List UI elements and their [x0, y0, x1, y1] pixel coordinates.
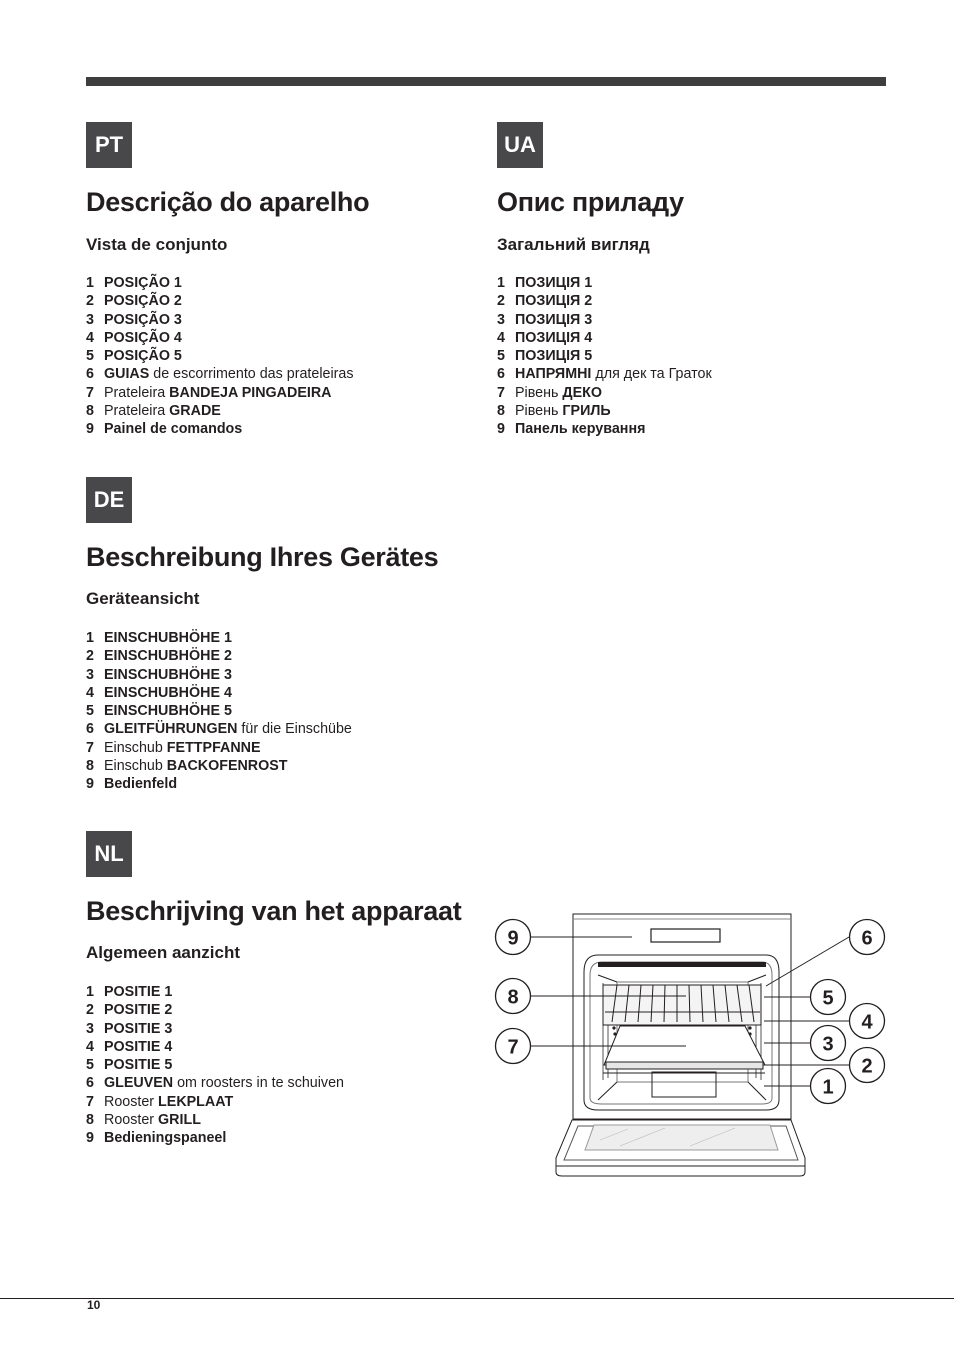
list-item — [86, 720, 352, 738]
list-item — [86, 365, 354, 383]
section-title-pt: Descrição do aparelho — [86, 187, 370, 217]
list-item — [86, 775, 352, 793]
item-number: 5 — [497, 348, 505, 364]
section-title-ua: Опис приладу — [497, 187, 684, 217]
top-rule — [86, 77, 886, 86]
item-list-ua — [497, 274, 712, 438]
item-label-bold: POSITIE 2 — [104, 1002, 173, 1019]
list-item — [497, 384, 712, 402]
item-number: 6 — [497, 366, 505, 383]
list-item — [86, 274, 354, 292]
item-number: 4 — [497, 329, 505, 346]
oven-diagram — [490, 905, 890, 1185]
item-label-bold: ПОЗИЦІЯ 1 — [515, 275, 593, 291]
item-label-bold: ПОЗИЦІЯ 5 — [515, 348, 593, 364]
item-number: 9 — [497, 421, 505, 437]
item-label-bold: ПОЗИЦІЯ 2 — [515, 293, 593, 310]
bottom-rule — [0, 1298, 954, 1299]
item-label-bold: POSITIE 1 — [104, 984, 173, 1000]
item-number: 2 — [86, 1002, 94, 1019]
item-label-bold: POSITIE 5 — [104, 1057, 173, 1073]
item-label-bold: ГРИЛЬ — [562, 402, 611, 419]
item-number: 8 — [86, 1111, 94, 1128]
item-label-bold: EINSCHUBHÖHE 2 — [104, 648, 232, 665]
item-number: 2 — [86, 648, 94, 665]
item-label-bold: GRILL — [158, 1111, 201, 1128]
callout-label-2: 2 — [861, 1055, 873, 1078]
language-badge-de: DE — [86, 477, 132, 523]
item-number: 3 — [86, 666, 94, 683]
item-number: 8 — [497, 402, 505, 419]
list-item — [86, 329, 354, 347]
item-number: 6 — [86, 1075, 94, 1092]
item-label-bold: POSIÇÃO 1 — [104, 275, 182, 291]
item-label-bold: НАПРЯМНІ — [515, 366, 592, 383]
item-number: 3 — [86, 311, 94, 328]
item-number: 8 — [86, 757, 94, 774]
callout-label-8: 8 — [507, 986, 519, 1009]
list-item — [86, 1001, 344, 1019]
item-label-bold: ДЕКО — [562, 384, 602, 401]
item-list-nl — [86, 983, 344, 1147]
item-prefix: Rooster — [104, 1111, 159, 1128]
item-prefix: Рівень — [515, 402, 563, 419]
list-item — [497, 292, 712, 310]
language-badge-ua: UA — [497, 122, 543, 168]
list-item — [497, 347, 712, 365]
list-item — [86, 1056, 344, 1074]
list-item — [86, 292, 354, 310]
list-item — [86, 384, 354, 402]
item-label-bold: POSIÇÃO 4 — [104, 329, 182, 346]
section-subtitle-pt: Vista de conjunto — [86, 235, 228, 254]
list-item — [86, 311, 354, 329]
item-prefix: Einschub — [104, 739, 167, 756]
item-label-bold: Панель керування — [515, 421, 646, 437]
item-number: 4 — [86, 684, 94, 701]
list-item — [86, 666, 352, 684]
list-item — [86, 347, 354, 365]
item-number: 3 — [497, 311, 505, 328]
item-label-rest: de escorrimento das prateleiras — [149, 366, 354, 383]
list-item — [497, 420, 712, 438]
item-label-bold: GRADE — [169, 402, 221, 419]
item-label-bold: FETTPFANNE — [166, 739, 261, 756]
item-label-bold: GLEUVEN — [104, 1075, 174, 1092]
item-label-bold: EINSCHUBHÖHE 5 — [104, 703, 232, 719]
item-number: 6 — [86, 366, 94, 383]
item-number: 8 — [86, 402, 94, 419]
page-number: 10 — [87, 1298, 101, 1312]
item-prefix: Rooster — [104, 1093, 159, 1110]
language-badge-nl: NL — [86, 831, 132, 877]
item-label-bold: EINSCHUBHÖHE 1 — [104, 630, 232, 646]
list-item — [497, 365, 712, 383]
item-number: 9 — [86, 776, 94, 792]
item-label-bold: POSITIE 3 — [104, 1020, 173, 1037]
language-badge-pt: PT — [86, 122, 132, 168]
item-label-rest: для дек та Граток — [591, 366, 712, 383]
item-number: 7 — [497, 384, 505, 401]
item-number: 5 — [86, 348, 94, 364]
item-number: 7 — [86, 384, 94, 401]
list-item — [86, 402, 354, 420]
grill-rack — [603, 985, 761, 1025]
item-label-bold: GUIAS — [104, 366, 150, 383]
item-number: 7 — [86, 1093, 94, 1110]
callout-label-7: 7 — [507, 1036, 519, 1059]
list-item — [86, 757, 352, 775]
item-label-bold: EINSCHUBHÖHE 4 — [104, 684, 232, 701]
item-number: 1 — [86, 630, 94, 646]
callout-label-5: 5 — [822, 987, 834, 1010]
item-label-bold: Painel de comandos — [104, 421, 243, 437]
list-item — [86, 1038, 344, 1056]
item-number: 9 — [86, 421, 94, 437]
item-number: 6 — [86, 721, 94, 738]
list-item — [86, 1111, 344, 1129]
item-prefix: Prateleira — [104, 402, 170, 419]
item-number: 2 — [86, 293, 94, 310]
item-prefix: Рівень — [515, 384, 563, 401]
list-item — [86, 702, 352, 720]
item-label-rest: für die Einschübe — [237, 721, 352, 738]
list-item — [86, 1129, 344, 1147]
callout-label-6: 6 — [861, 927, 873, 950]
list-item — [86, 629, 352, 647]
item-label-bold: LEKPLAAT — [158, 1093, 234, 1110]
item-number: 1 — [497, 275, 505, 291]
list-item — [86, 684, 352, 702]
item-label-bold: GLEITFÜHRUNGEN — [104, 721, 238, 738]
list-item — [497, 311, 712, 329]
section-title-nl: Beschrijving van het apparaat — [86, 896, 462, 926]
item-prefix: Prateleira — [104, 384, 170, 401]
oven-door — [556, 1120, 805, 1176]
item-label-bold: POSIÇÃO 3 — [104, 311, 182, 328]
item-label-bold: BANDEJA PINGADEIRA — [169, 384, 332, 401]
item-list-pt — [86, 274, 354, 438]
list-item — [497, 402, 712, 420]
item-label-bold: POSIÇÃO 5 — [104, 348, 182, 364]
item-label-bold: Bedieningspaneel — [104, 1130, 227, 1146]
list-item — [86, 739, 352, 757]
list-item — [86, 420, 354, 438]
item-number: 1 — [86, 984, 94, 1000]
item-label-bold: ПОЗИЦІЯ 3 — [515, 311, 593, 328]
item-label-bold: POSIÇÃO 2 — [104, 293, 182, 310]
item-label-rest: om roosters in te schuiven — [173, 1075, 344, 1092]
item-label-bold: EINSCHUBHÖHE 3 — [104, 666, 232, 683]
drip-tray — [603, 1026, 765, 1073]
item-list-de — [86, 629, 352, 793]
item-prefix: Einschub — [104, 757, 167, 774]
section-subtitle-nl: Algemeen aanzicht — [86, 943, 240, 962]
item-number: 9 — [86, 1130, 94, 1146]
section-title-de: Beschreibung Ihres Gerätes — [86, 542, 439, 572]
section-subtitle-ua: Загальний вигляд — [497, 235, 650, 254]
item-number: 1 — [86, 275, 94, 291]
section-subtitle-de: Geräteansicht — [86, 589, 200, 608]
item-number: 4 — [86, 329, 94, 346]
callout-label-9: 9 — [507, 927, 519, 950]
item-number: 7 — [86, 739, 94, 756]
list-item — [86, 1074, 344, 1092]
item-label-bold: BACKOFENROST — [166, 757, 288, 774]
item-number: 5 — [86, 703, 94, 719]
list-item — [86, 1020, 344, 1038]
item-number: 3 — [86, 1020, 94, 1037]
control-panel-display — [651, 929, 720, 942]
callout-label-3: 3 — [822, 1033, 834, 1056]
callout-label-4: 4 — [861, 1011, 873, 1034]
item-number: 2 — [497, 293, 505, 310]
item-label-bold: Bedienfeld — [104, 776, 178, 792]
item-label-bold: POSITIE 4 — [104, 1038, 173, 1055]
item-number: 5 — [86, 1057, 94, 1073]
list-item — [497, 329, 712, 347]
list-item — [86, 1093, 344, 1111]
callout-label-1: 1 — [822, 1076, 834, 1099]
list-item — [86, 983, 344, 1001]
item-label-bold: ПОЗИЦІЯ 4 — [515, 329, 593, 346]
item-number: 4 — [86, 1038, 94, 1055]
list-item — [497, 274, 712, 292]
list-item — [86, 647, 352, 665]
